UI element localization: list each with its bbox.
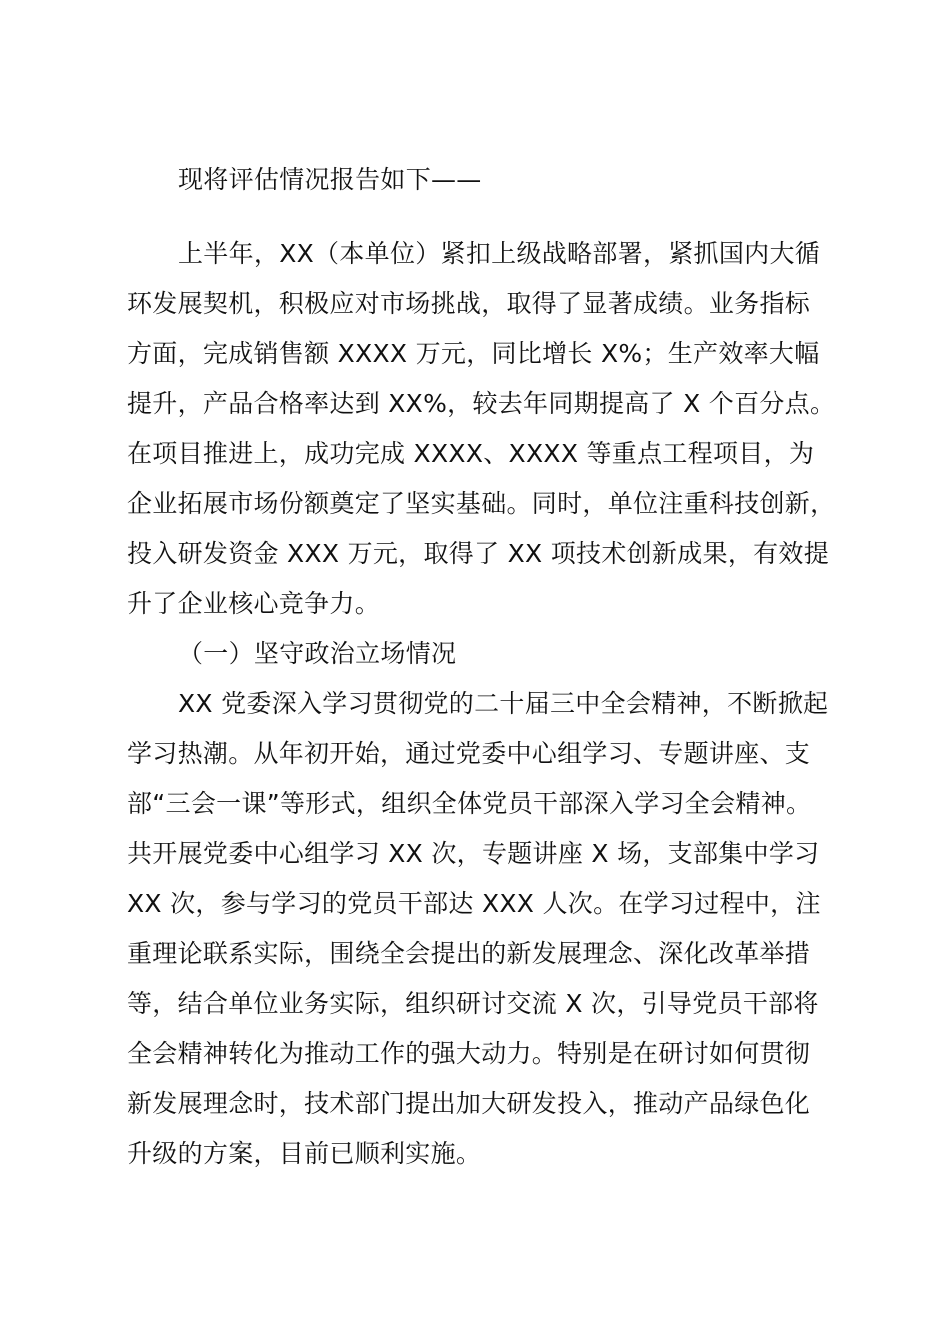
paragraph-1-line-5: 在项目推进上，成功完成 XXXX、XXXX 等重点工程项目，为 [127, 439, 815, 468]
paragraph-1-line-7: 投入研发资金 XXX 万元，取得了 XX 项技术创新成果，有效提 [127, 539, 830, 568]
section-heading: （一）坚守政治立场情况 [178, 639, 457, 668]
paragraph-1-line-2: 环发展契机，积极应对市场挑战，取得了显著成绩。业务指标 [127, 289, 811, 318]
intro-line: 现将评估情况报告如下—— [178, 165, 482, 194]
paragraph-2-line-4: 共开展党委中心组学习 XX 次，专题讲座 X 场，支部集中学习 [127, 839, 820, 868]
paragraph-2-line-6: 重理论联系实际，围绕全会提出的新发展理念、深化改革举措 [127, 939, 811, 968]
paragraph-2-line-7: 等，结合单位业务实际，组织研讨交流 X 次，引导党员干部将 [127, 989, 819, 1018]
paragraph-1-line-4: 提升，产品合格率达到 XX%，较去年同期提高了 X 个百分点。 [127, 389, 836, 418]
paragraph-2-line-2: 学习热潮。从年初开始，通过党委中心组学习、专题讲座、支 [127, 739, 811, 768]
paragraph-1-line-1: 上半年，XX（本单位）紧扣上级战略部署，紧抓国内大循 [178, 239, 821, 268]
paragraph-1-line-3: 方面，完成销售额 XXXX 万元，同比增长 X%；生产效率大幅 [127, 339, 820, 368]
paragraph-1-line-8: 升了企业核心竞争力。 [127, 589, 381, 618]
paragraph-2-line-8: 全会精神转化为推动工作的强大动力。特别是在研讨如何贯彻 [127, 1039, 811, 1068]
paragraph-2-line-9: 新发展理念时，技术部门提出加大研发投入，推动产品绿色化 [127, 1089, 811, 1118]
paragraph-2-line-3: 部“三会一课”等形式，组织全体党员干部深入学习全会精神。 [127, 789, 812, 818]
paragraph-2-line-1: XX 党委深入学习贯彻党的二十届三中全会精神，不断掀起 [178, 689, 829, 718]
paragraph-2-line-5: XX 次，参与学习的党员干部达 XXX 人次。在学习过程中，注 [127, 889, 821, 918]
paragraph-2-line-10: 升级的方案，目前已顺利实施。 [127, 1139, 482, 1168]
paragraph-1-line-6: 企业拓展市场份额奠定了坚实基础。同时，单位注重科技创新， [127, 489, 836, 518]
